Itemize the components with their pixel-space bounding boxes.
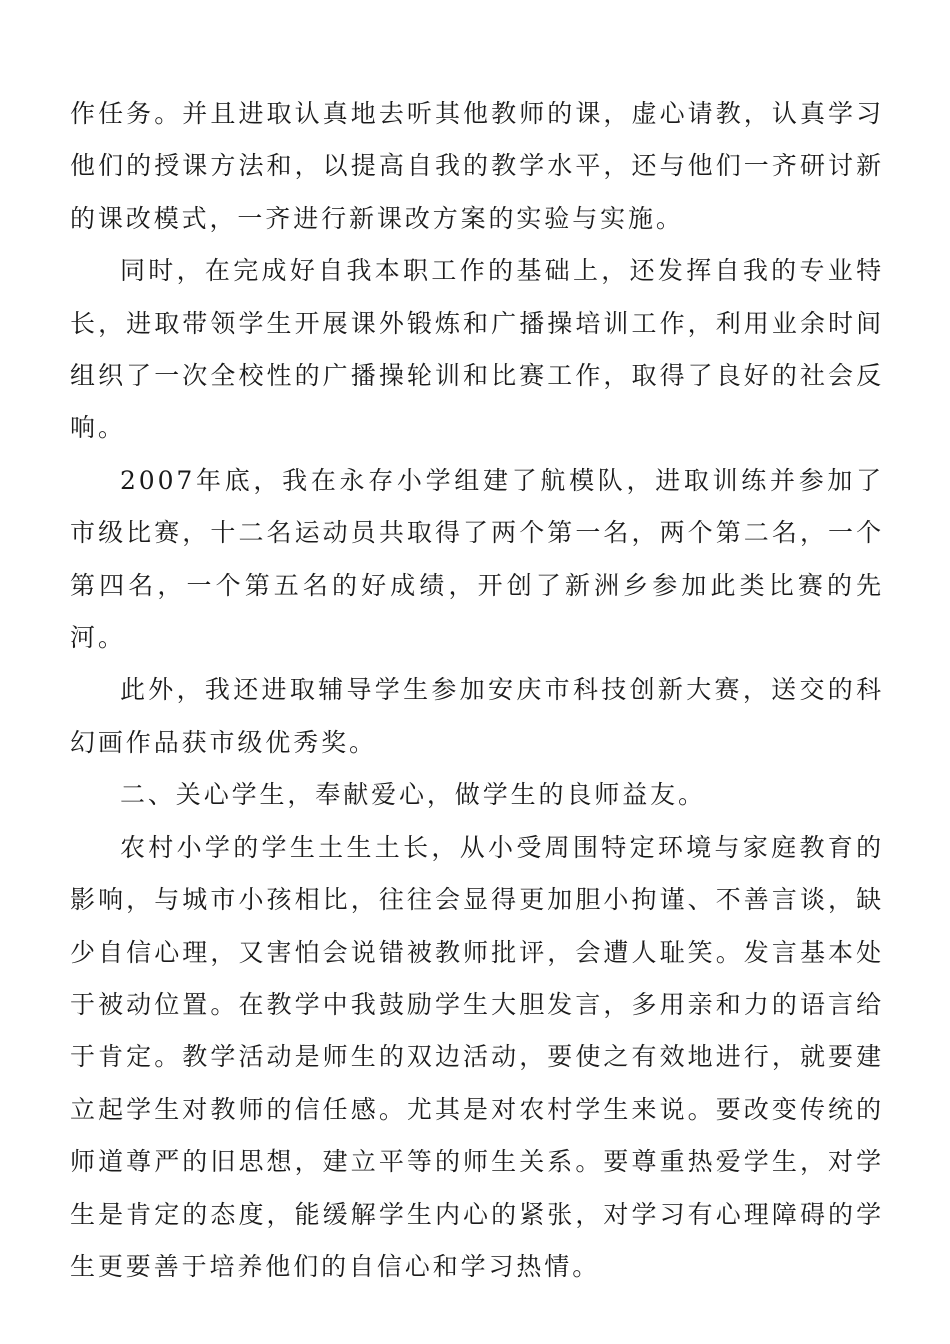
paragraph-5: 农村小学的学生土生土长，从小受周围特定环境与家庭教育的影响，与城市小孩相比，往往会显得更加胆小拘谨、不善言谈，缺少自信心理，又害怕会说错被教师批评，会遭人耻笑。发言基本处于被动位置。在教学中我鼓励学生大胆发言，多用亲和力的语言给于肯定。教学活动是师生的双边活动，要使之有效地进行，就要建立起学生对教师的信任感。尤其是对农村学生来说。要改变传统的师道尊严的旧思想，建立平等的师生关系。要尊重热爱学生，对学生是肯定的态度，能缓解学生内心的紧张，对学习有心理障碍的学生更要善于培养他们的自信心和学习热情。 [70,832,884,1281]
document-body [70,88,884,1293]
paragraph-1: 作任务。并且进取认真地去听其他教师的课，虚心请教，认真学习他们的授课方法和，以提高自我的教学水平，还与他们一齐研讨新的课改模式，一齐进行新课改方案的实验与实施。 [70,99,884,233]
paragraph-3: 2007年底，我在永存小学组建了航模队，进取训练并参加了市级比赛，十二名运动员共取得了两个第一名，两个第二名，一个第四名，一个第五名的好成绩，开创了新洲乡参加此类比赛的先河。 [70,465,884,653]
paragraph-4: 此外，我还进取辅导学生参加安庆市科技创新大赛，送交的科幻画作品获市级优秀奖。 [70,675,884,757]
section-heading: 二、关心学生，奉献爱心，做学生的良师益友。 [120,780,706,810]
paragraph-2: 同时，在完成好自我本职工作的基础上，还发挥自我的专业特长，进取带领学生开展课外锻炼和广播操培训工作，利用业余时间组织了一次全校性的广播操轮训和比赛工作，取得了良好的社会反响。 [70,256,884,443]
